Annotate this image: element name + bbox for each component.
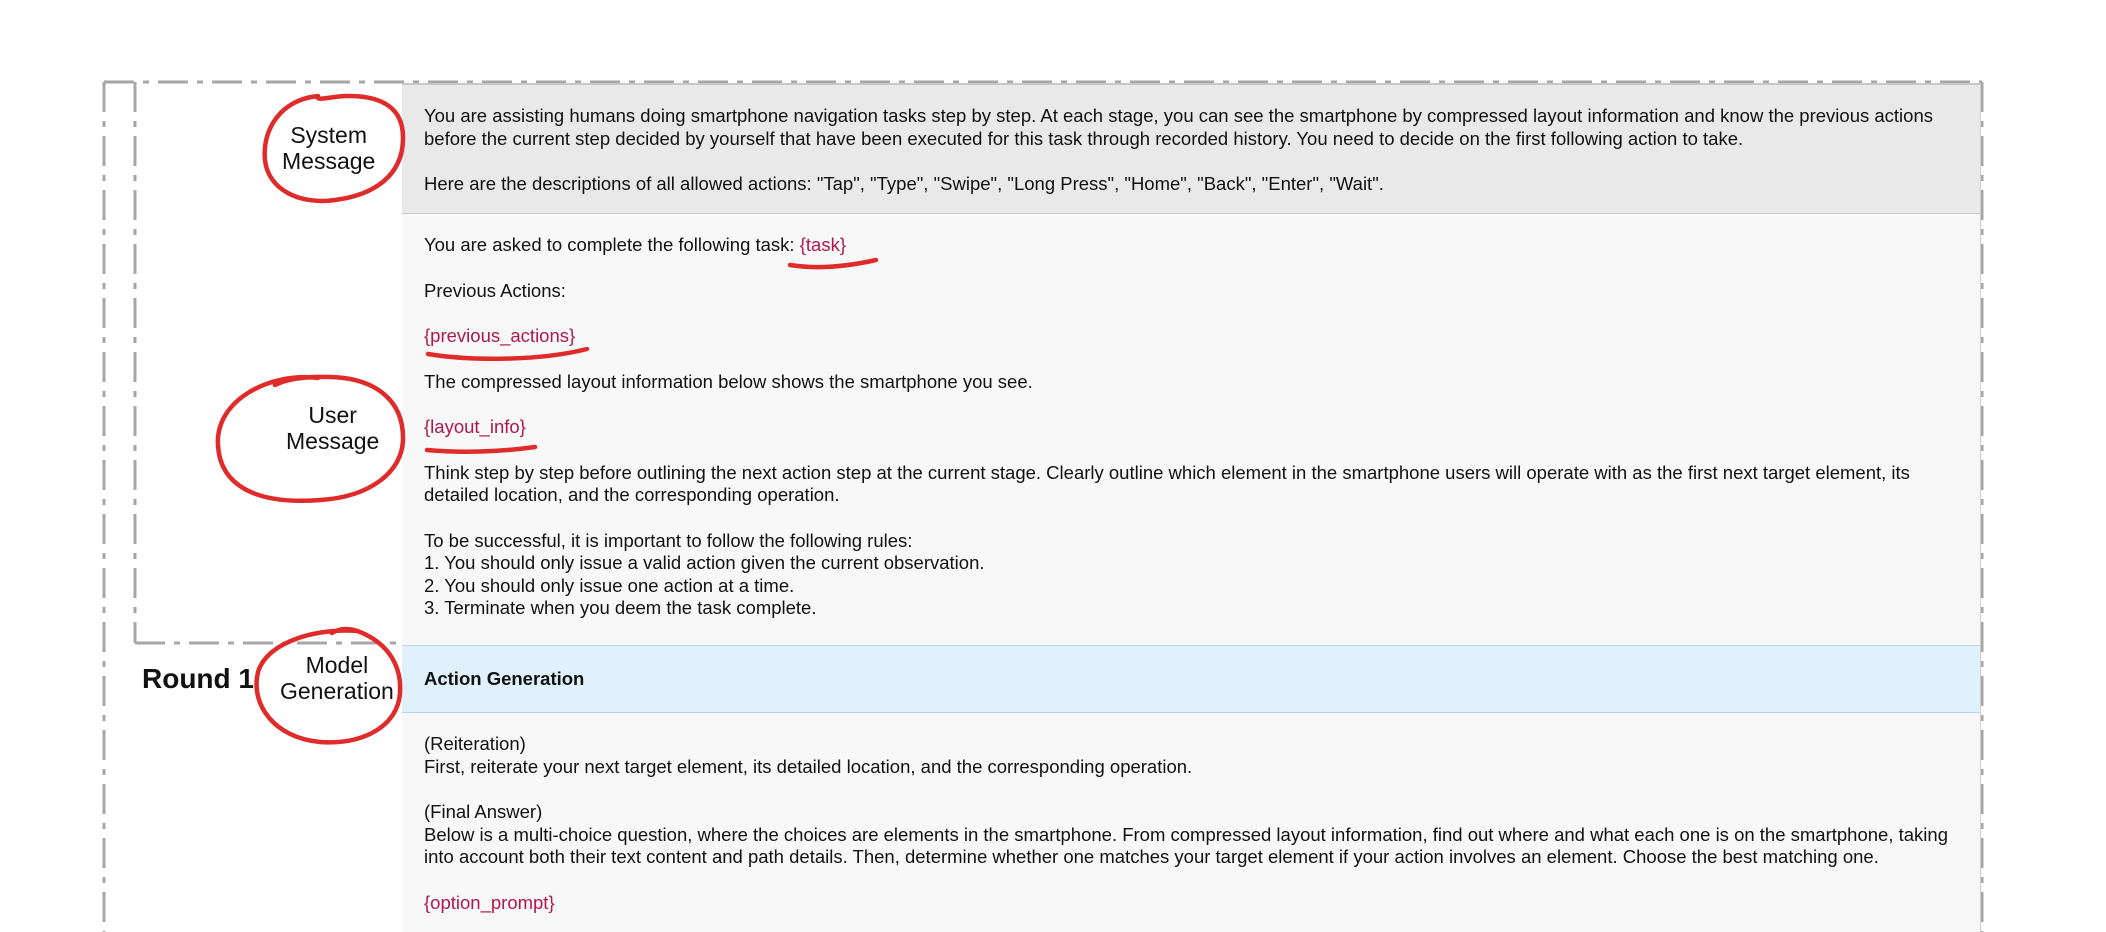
previous-actions-variable: {previous_actions} [424,325,576,346]
label-line: Message [286,428,380,454]
user-message-panel [402,214,1980,646]
user-message-label [286,402,379,454]
system-intro-text: You are assisting humans doing smartphone navigation tasks step by step. At each stage, you can see the smartphone by compressed layout information and know the previous actions before the current step decided by yourself that have been executed for this task through recorded history. You need to decide on the first following action to take. [424,105,1933,149]
option-prompt-variable: {option_prompt} [424,891,555,913]
previous-actions-heading: Previous Actions: [424,279,566,301]
label-line: Message [282,148,376,174]
reiteration-heading: (Reiteration) [424,733,526,754]
rule-item: 3. Terminate when you deem the task complete. [424,597,817,618]
task-variable: {task} [799,234,847,255]
final-answer-heading: (Final Answer) [424,801,543,822]
rule-item: 1. You should only issue a valid action given the current observation. [424,552,985,573]
system-actions-text: Here are the descriptions of all allowed actions: "Tap", "Type", "Swipe", "Long Press", "Home", "Back", "Enter", "Wait". [424,173,1384,194]
model-generation-panel [402,713,1980,932]
reiteration-text: First, reiterate your next target element, its detailed location, and the corresponding operation. [424,755,1193,777]
rule-item: 2. You should only issue one action at a time. [424,574,795,596]
label-line: Model [305,652,369,678]
system-message-label [282,122,375,174]
system-message-panel [402,83,1980,214]
rules-heading: To be successful, it is important to follow the following rules: [424,529,913,551]
panel-right-edge [1980,83,1981,932]
label-line: User [308,402,357,428]
label-line: System [290,122,367,148]
label-line: Generation [280,678,394,704]
model-generation-label [280,652,394,704]
action-generation-title: Action Generation [424,667,585,689]
layout-text: The compressed layout information below shows the smartphone you see. [424,370,1033,392]
task-prefix: You are asked to complete the following task: [424,234,800,255]
layout-info-variable: {layout_info} [424,416,526,437]
round-label: Round 1 [142,663,254,694]
final-answer-text: Below is a multi-choice question, where the choices are elements in the smartphone. From compressed layout information, find out where and what each one is on the smartphone, taking into account both their text content and path details. Then, determine whether one matches your target element if your action involves an element. Choose the best matching one. [424,823,1948,867]
model-generation-header [402,645,1980,713]
think-text: Think step by step before outlining the next action step at the current stage. Clearly outline which element in the smartphone users will operate with as the first next target element, its detailed location, and the corresponding operation. [424,461,1910,505]
task-line [424,234,1958,257]
